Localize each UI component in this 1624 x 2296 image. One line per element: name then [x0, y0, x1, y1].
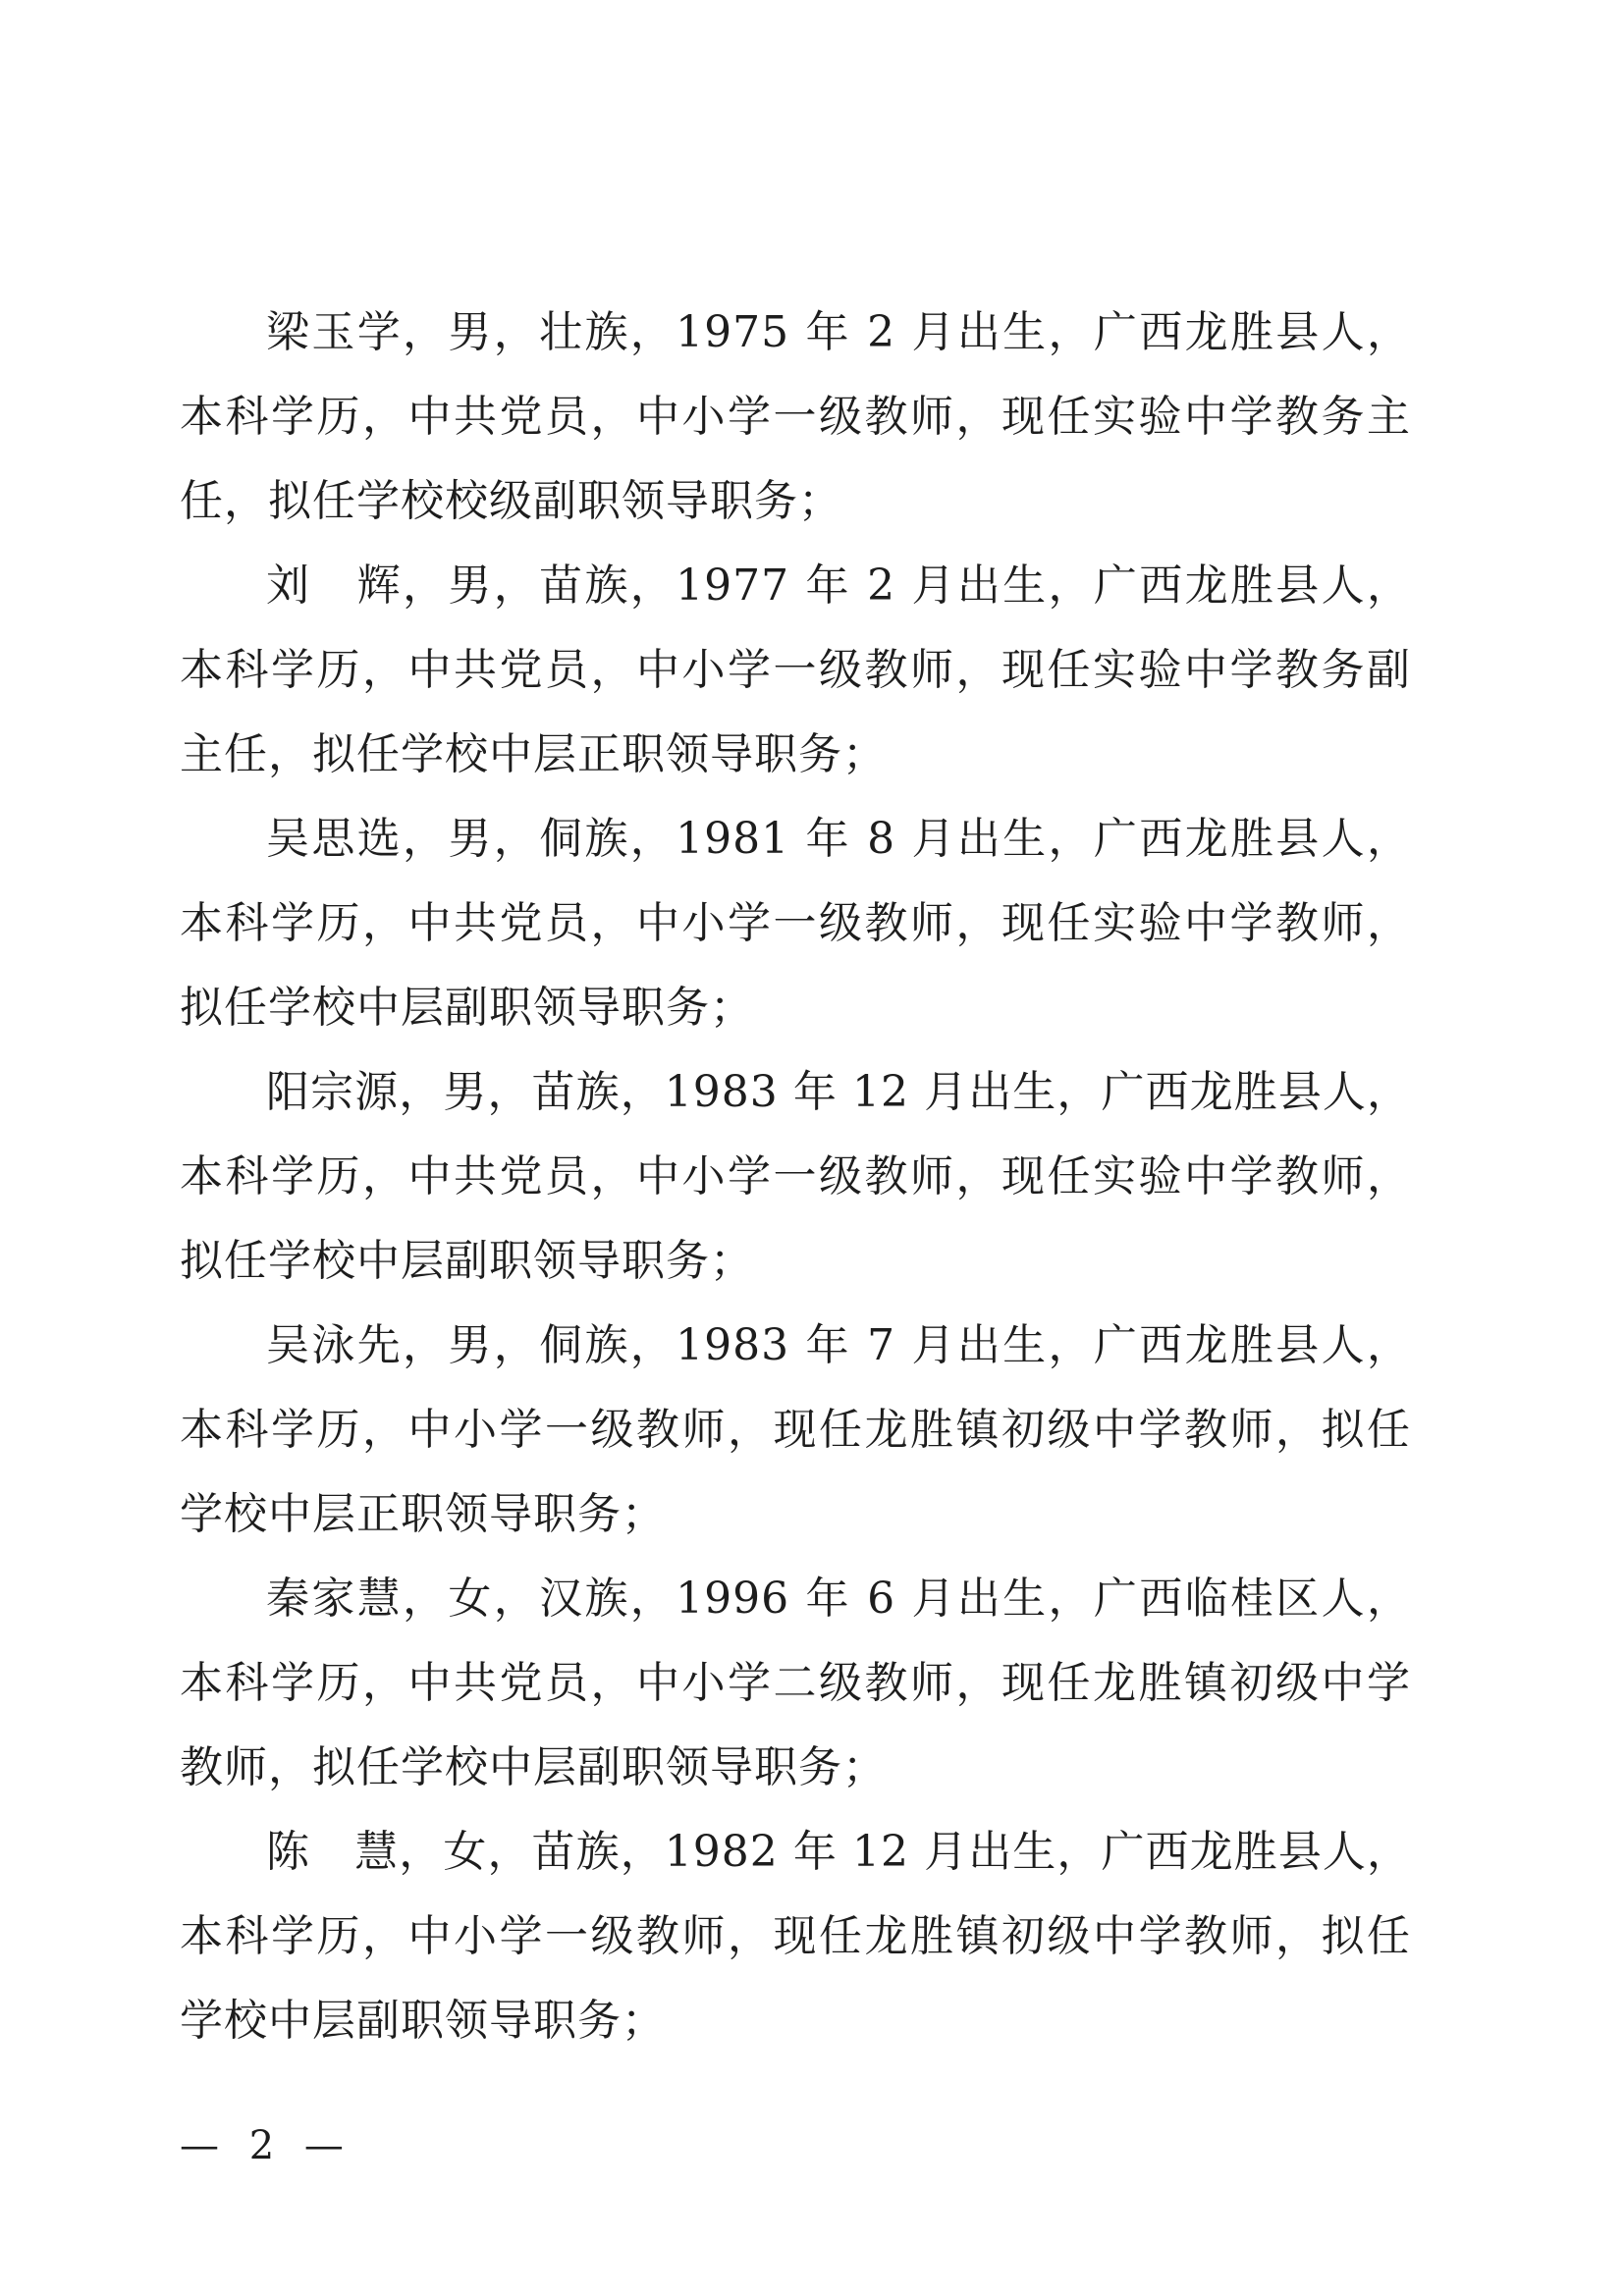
person-entry-paragraph: 秦家慧，女，汉族，1996 年 6 月出生，广西临桂区人，本科学历，中共党员，中小学二级教师，现任龙胜镇初级中学教师，拟任学校中层副职领导职务； — [180, 1574, 1411, 1792]
person-entry-paragraph: 吴泳先，男，侗族，1983 年 7 月出生，广西龙胜县人，本科学历，中小学一级教师，现任龙胜镇初级中学教师，拟任学校中层正职领导职务； — [180, 1320, 1411, 1539]
person-entry-paragraph: 吴思选，男，侗族，1981 年 8 月出生，广西龙胜县人，本科学历，中共党员，中小学一级教师，现任实验中学教师，拟任学校中层副职领导职务； — [180, 814, 1411, 1033]
page-footer — [180, 2118, 346, 2173]
person-entry-paragraph: 刘 辉，男，苗族，1977 年 2 月出生，广西龙胜县人，本科学历，中共党员，中小学一级教师，现任实验中学教务副主任，拟任学校中层正职领导职务； — [180, 561, 1411, 779]
page-number: — 2 — — [180, 2123, 346, 2168]
person-entry-paragraph: 梁玉学，男，壮族，1975 年 2 月出生，广西龙胜县人，本科学历，中共党员，中小学一级教师，现任实验中学教务主任，拟任学校校级副职领导职务； — [180, 307, 1411, 526]
document-body — [180, 291, 1411, 2063]
person-entry-paragraph: 陈 慧，女，苗族，1982 年 12 月出生，广西龙胜县人，本科学历，中小学一级教师，现任龙胜镇初级中学教师，拟任学校中层副职领导职务； — [180, 1827, 1411, 2046]
person-entry-paragraph: 阳宗源，男，苗族，1983 年 12 月出生，广西龙胜县人，本科学历，中共党员，中小学一级教师，现任实验中学教师，拟任学校中层副职领导职务； — [180, 1067, 1411, 1286]
